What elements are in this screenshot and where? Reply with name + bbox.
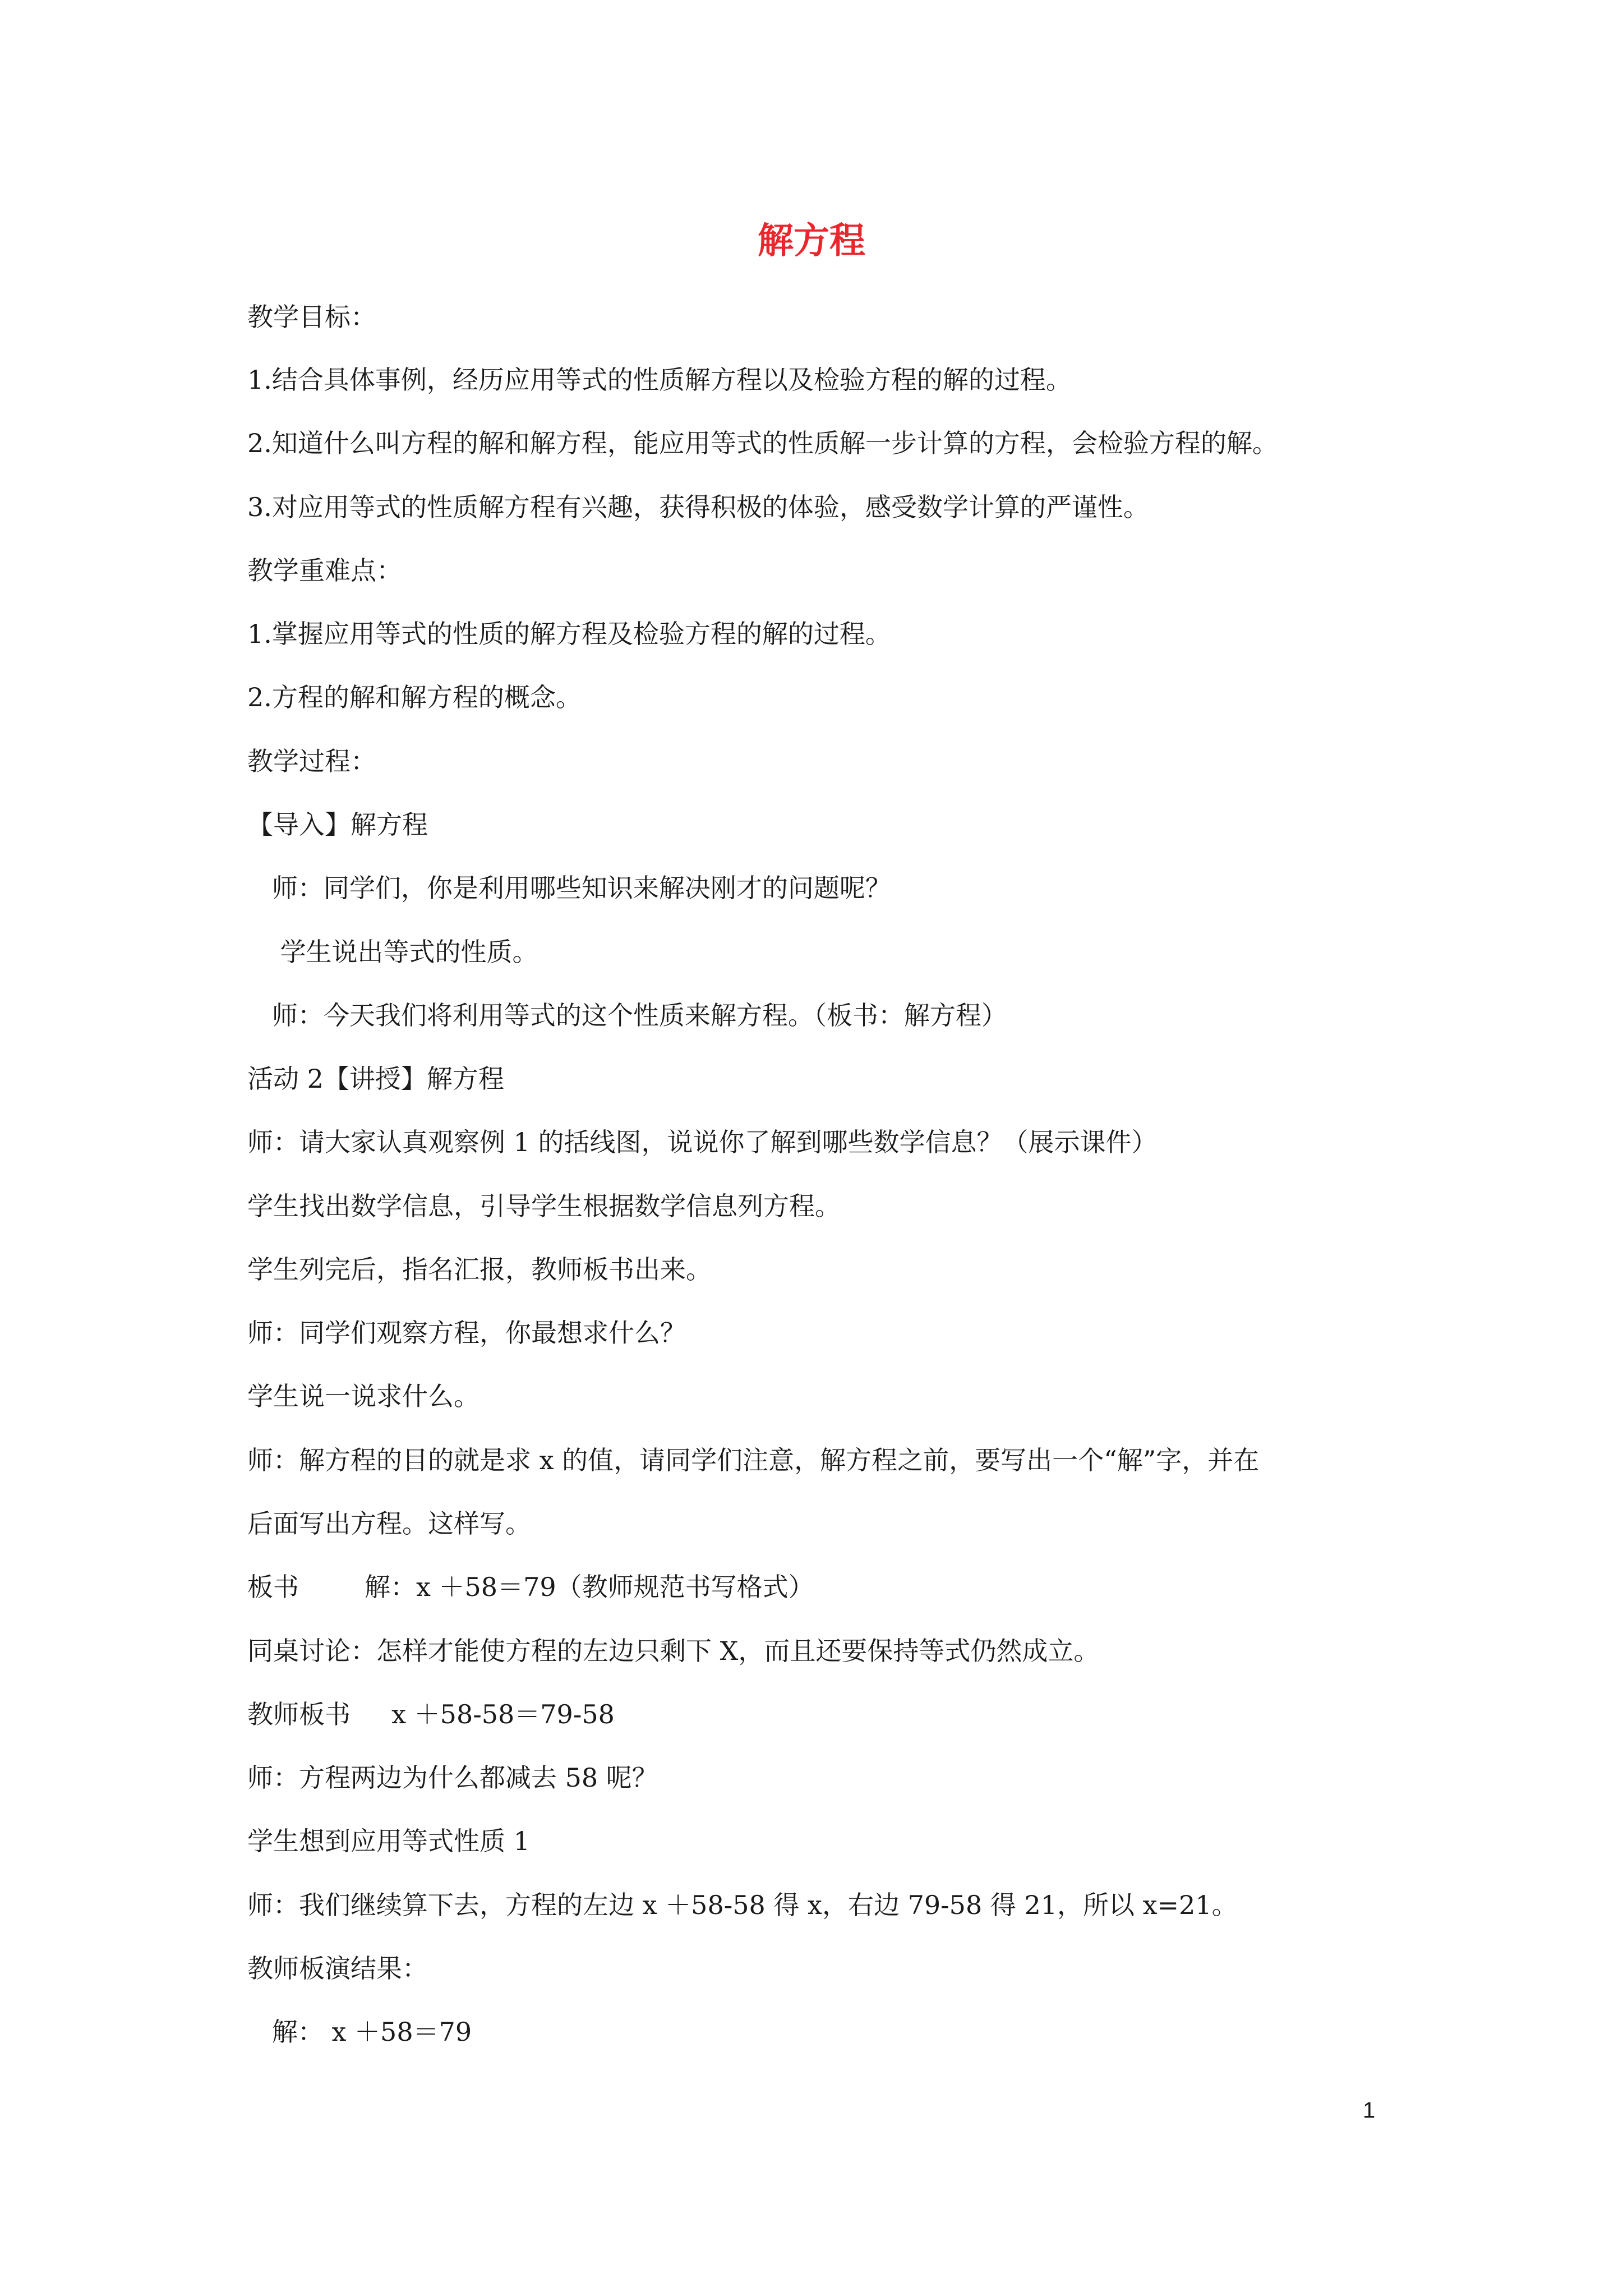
paragraph: 学生说一说求什么。: [247, 1381, 479, 1411]
board-writing: 板书 解：x ＋58＝79（教师规范书写格式）: [247, 1572, 814, 1602]
board-writing: 教师板书 x ＋58-58＝79-58: [247, 1699, 615, 1729]
paragraph: 师：同学们，你是利用哪些知识来解决刚才的问题呢？: [247, 873, 891, 903]
key-point-item-1: 1.掌握应用等式的性质的解方程及检验方程的解的过程。: [247, 619, 891, 649]
section-heading-key-points: 教学重难点：: [247, 555, 402, 586]
paragraph: 师：方程两边为什么都减去 58 呢？: [247, 1763, 658, 1793]
paragraph: 学生找出数学信息，引导学生根据数学信息列方程。: [247, 1191, 841, 1221]
section-heading-objectives: 教学目标：: [247, 302, 376, 332]
paragraph: 师：同学们观察方程，你最想求什么？: [247, 1318, 686, 1348]
paragraph: 师：今天我们将利用等式的这个性质来解方程。（板书：解方程）: [247, 1000, 1007, 1030]
page-number: 1: [1363, 2098, 1376, 2123]
page-title: 解方程: [758, 220, 865, 262]
paragraph: 师：我们继续算下去，方程的左边 x ＋58-58 得 x，右边 79-58 得 21，所以 x=21。: [247, 1890, 1238, 1920]
objective-item-1: 1.结合具体事例，经历应用等式的性质解方程以及检验方程的解的过程。: [247, 365, 1072, 395]
key-point-item-2: 2.方程的解和解方程的概念。: [247, 682, 582, 712]
section-heading-process: 教学过程：: [247, 746, 376, 776]
paragraph: 师：解方程的目的就是求 x 的值，请同学们注意，解方程之前，要写出一个“解”字，并在: [247, 1445, 1260, 1475]
paragraph: 学生列完后，指名汇报，教师板书出来。: [247, 1254, 712, 1285]
board-writing: 解： x ＋58＝79: [247, 2017, 472, 2047]
objective-item-3: 3.对应用等式的性质解方程有兴趣，获得积极的体验，感受数学计算的严谨性。: [247, 492, 1149, 522]
paragraph: 同桌讨论：怎样才能使方程的左边只剩下 X，而且还要保持等式仍然成立。: [247, 1636, 1100, 1666]
paragraph: 学生想到应用等式性质 1: [247, 1826, 530, 1856]
paragraph: 学生说出等式的性质。: [247, 937, 538, 967]
paragraph: 师：请大家认真观察例 1 的括线图，说说你了解到哪些数学信息？（展示课件）: [247, 1127, 1158, 1157]
activity-heading-lecture: 活动 2【讲授】解方程: [247, 1064, 504, 1094]
activity-heading-intro: 【导入】解方程: [247, 809, 428, 840]
paragraph: 后面写出方程。这样写。: [247, 1508, 531, 1539]
paragraph: 教师板演结果：: [247, 1953, 428, 1984]
objective-item-2: 2.知道什么叫方程的解和解方程，能应用等式的性质解一步计算的方程，会检验方程的解。: [247, 428, 1278, 458]
